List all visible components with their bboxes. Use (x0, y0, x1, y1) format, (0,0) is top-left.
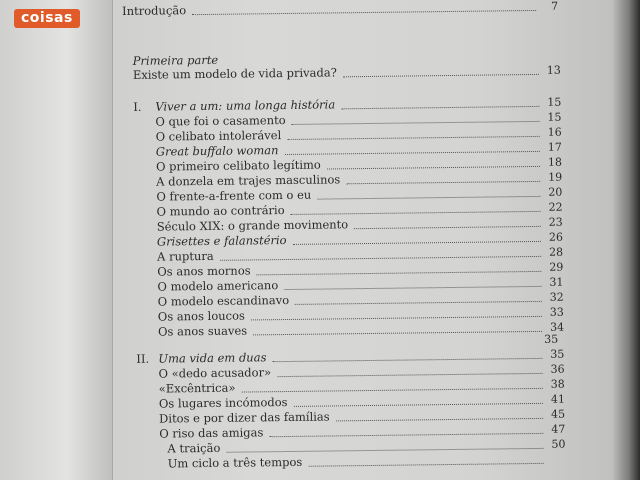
toc-title: O celibato intolerável (155, 128, 282, 144)
toc-page-number: 22 (548, 200, 563, 214)
toc-page-number: 7 (551, 0, 559, 13)
leader-dots (343, 73, 539, 77)
toc-title: A ruptura (157, 248, 214, 264)
toc-title: A traição (167, 440, 221, 456)
toc-page-number: 35 (550, 347, 565, 361)
leader-dots (287, 135, 539, 140)
leader-dots (308, 462, 543, 467)
part-label: Primeira parte (132, 52, 219, 68)
toc-title: O modelo americano (157, 278, 279, 294)
toc-title: A donzela em trajes masculinos (156, 172, 341, 189)
toc-page-number: 15 (547, 110, 562, 124)
page-edge-shadow (612, 0, 640, 480)
toc-page-number: 34 (549, 320, 565, 334)
toc-title: O primeiro celibato legítimo (155, 157, 321, 174)
toc-title: Os anos mornos (157, 263, 251, 279)
toc-page-number: 38 (550, 377, 565, 391)
toc-page-number: 13 (546, 63, 561, 77)
watermark-logo: coisas (14, 9, 80, 28)
toc-title: O frente-a-frente com o eu (156, 187, 312, 204)
toc-page-number: 45 (551, 407, 566, 421)
toc-page-number: 18 (547, 155, 563, 169)
toc-title: Grisettes e falanstério (156, 233, 287, 249)
leader-dots (277, 372, 542, 377)
toc-page-number: 29 (549, 260, 564, 274)
leader-dots (295, 300, 542, 305)
toc-title: O mundo ao contrário (156, 203, 285, 219)
leader-dots (253, 330, 542, 336)
leader-dots (317, 195, 540, 200)
leader-dots (336, 417, 543, 422)
leader-dots (291, 210, 541, 215)
chapter-title: Viver a um: uma longa história (155, 97, 336, 114)
leader-dots (293, 240, 541, 245)
toc-title: O riso das amigas (159, 425, 264, 441)
toc-page-number: 33 (549, 305, 564, 319)
leader-dots (294, 402, 543, 407)
toc-title: O que foi o casamento (155, 113, 286, 129)
leader-dots (292, 120, 540, 125)
toc-title: Os anos suaves (157, 323, 248, 339)
toc-page-number: 36 (550, 362, 565, 376)
chapter-numeral: I. (133, 99, 142, 114)
toc-title: Século XIX: o grande movimento (156, 217, 349, 234)
toc-page-number: 17 (547, 140, 562, 154)
toc-page-number: 15 (547, 95, 562, 109)
contents-page (122, 0, 616, 480)
toc-page-number: 31 (549, 275, 564, 289)
toc-title: Os anos loucos (157, 308, 245, 324)
toc-title: Great buffalo woman (155, 143, 279, 159)
stray-page-number: 35 (544, 332, 559, 346)
toc-title: Um ciclo a três tempos (167, 454, 303, 471)
leader-dots (354, 225, 541, 229)
book-spine (0, 0, 113, 480)
leader-dots (341, 105, 539, 109)
toc-title: Introdução (122, 3, 187, 18)
chapter-numeral: II. (136, 351, 150, 366)
leader-dots (192, 9, 536, 15)
toc-page-number: 32 (549, 290, 564, 304)
toc-page-number: 41 (550, 392, 565, 406)
leader-dots (284, 285, 541, 290)
toc-title: Ditos e por dizer das famílias (159, 409, 330, 426)
toc-title: O «dedo acusador» (158, 365, 272, 381)
toc-page-number: 50 (551, 437, 566, 451)
leader-dots (284, 150, 539, 155)
chapter-title: Uma vida em duas (158, 350, 267, 366)
leader-dots (327, 165, 540, 170)
toc-title: Os lugares incómodos (158, 395, 288, 411)
toc-page-number: 19 (548, 170, 563, 184)
toc-page-number: 28 (549, 245, 564, 259)
toc-title: O modelo escandinavo (157, 292, 290, 309)
toc-title: «Excêntrica» (158, 380, 236, 396)
toc-page-number: 16 (547, 125, 562, 139)
toc-page-number: 47 (551, 422, 566, 436)
leader-dots (346, 180, 540, 184)
toc-entry-intro (122, 0, 558, 19)
toc-page-number: 26 (548, 230, 564, 244)
toc-page-number: 23 (548, 215, 563, 229)
toc-title: Existe um modelo de vida privada? (132, 65, 337, 82)
toc-page-number: 20 (548, 185, 563, 199)
